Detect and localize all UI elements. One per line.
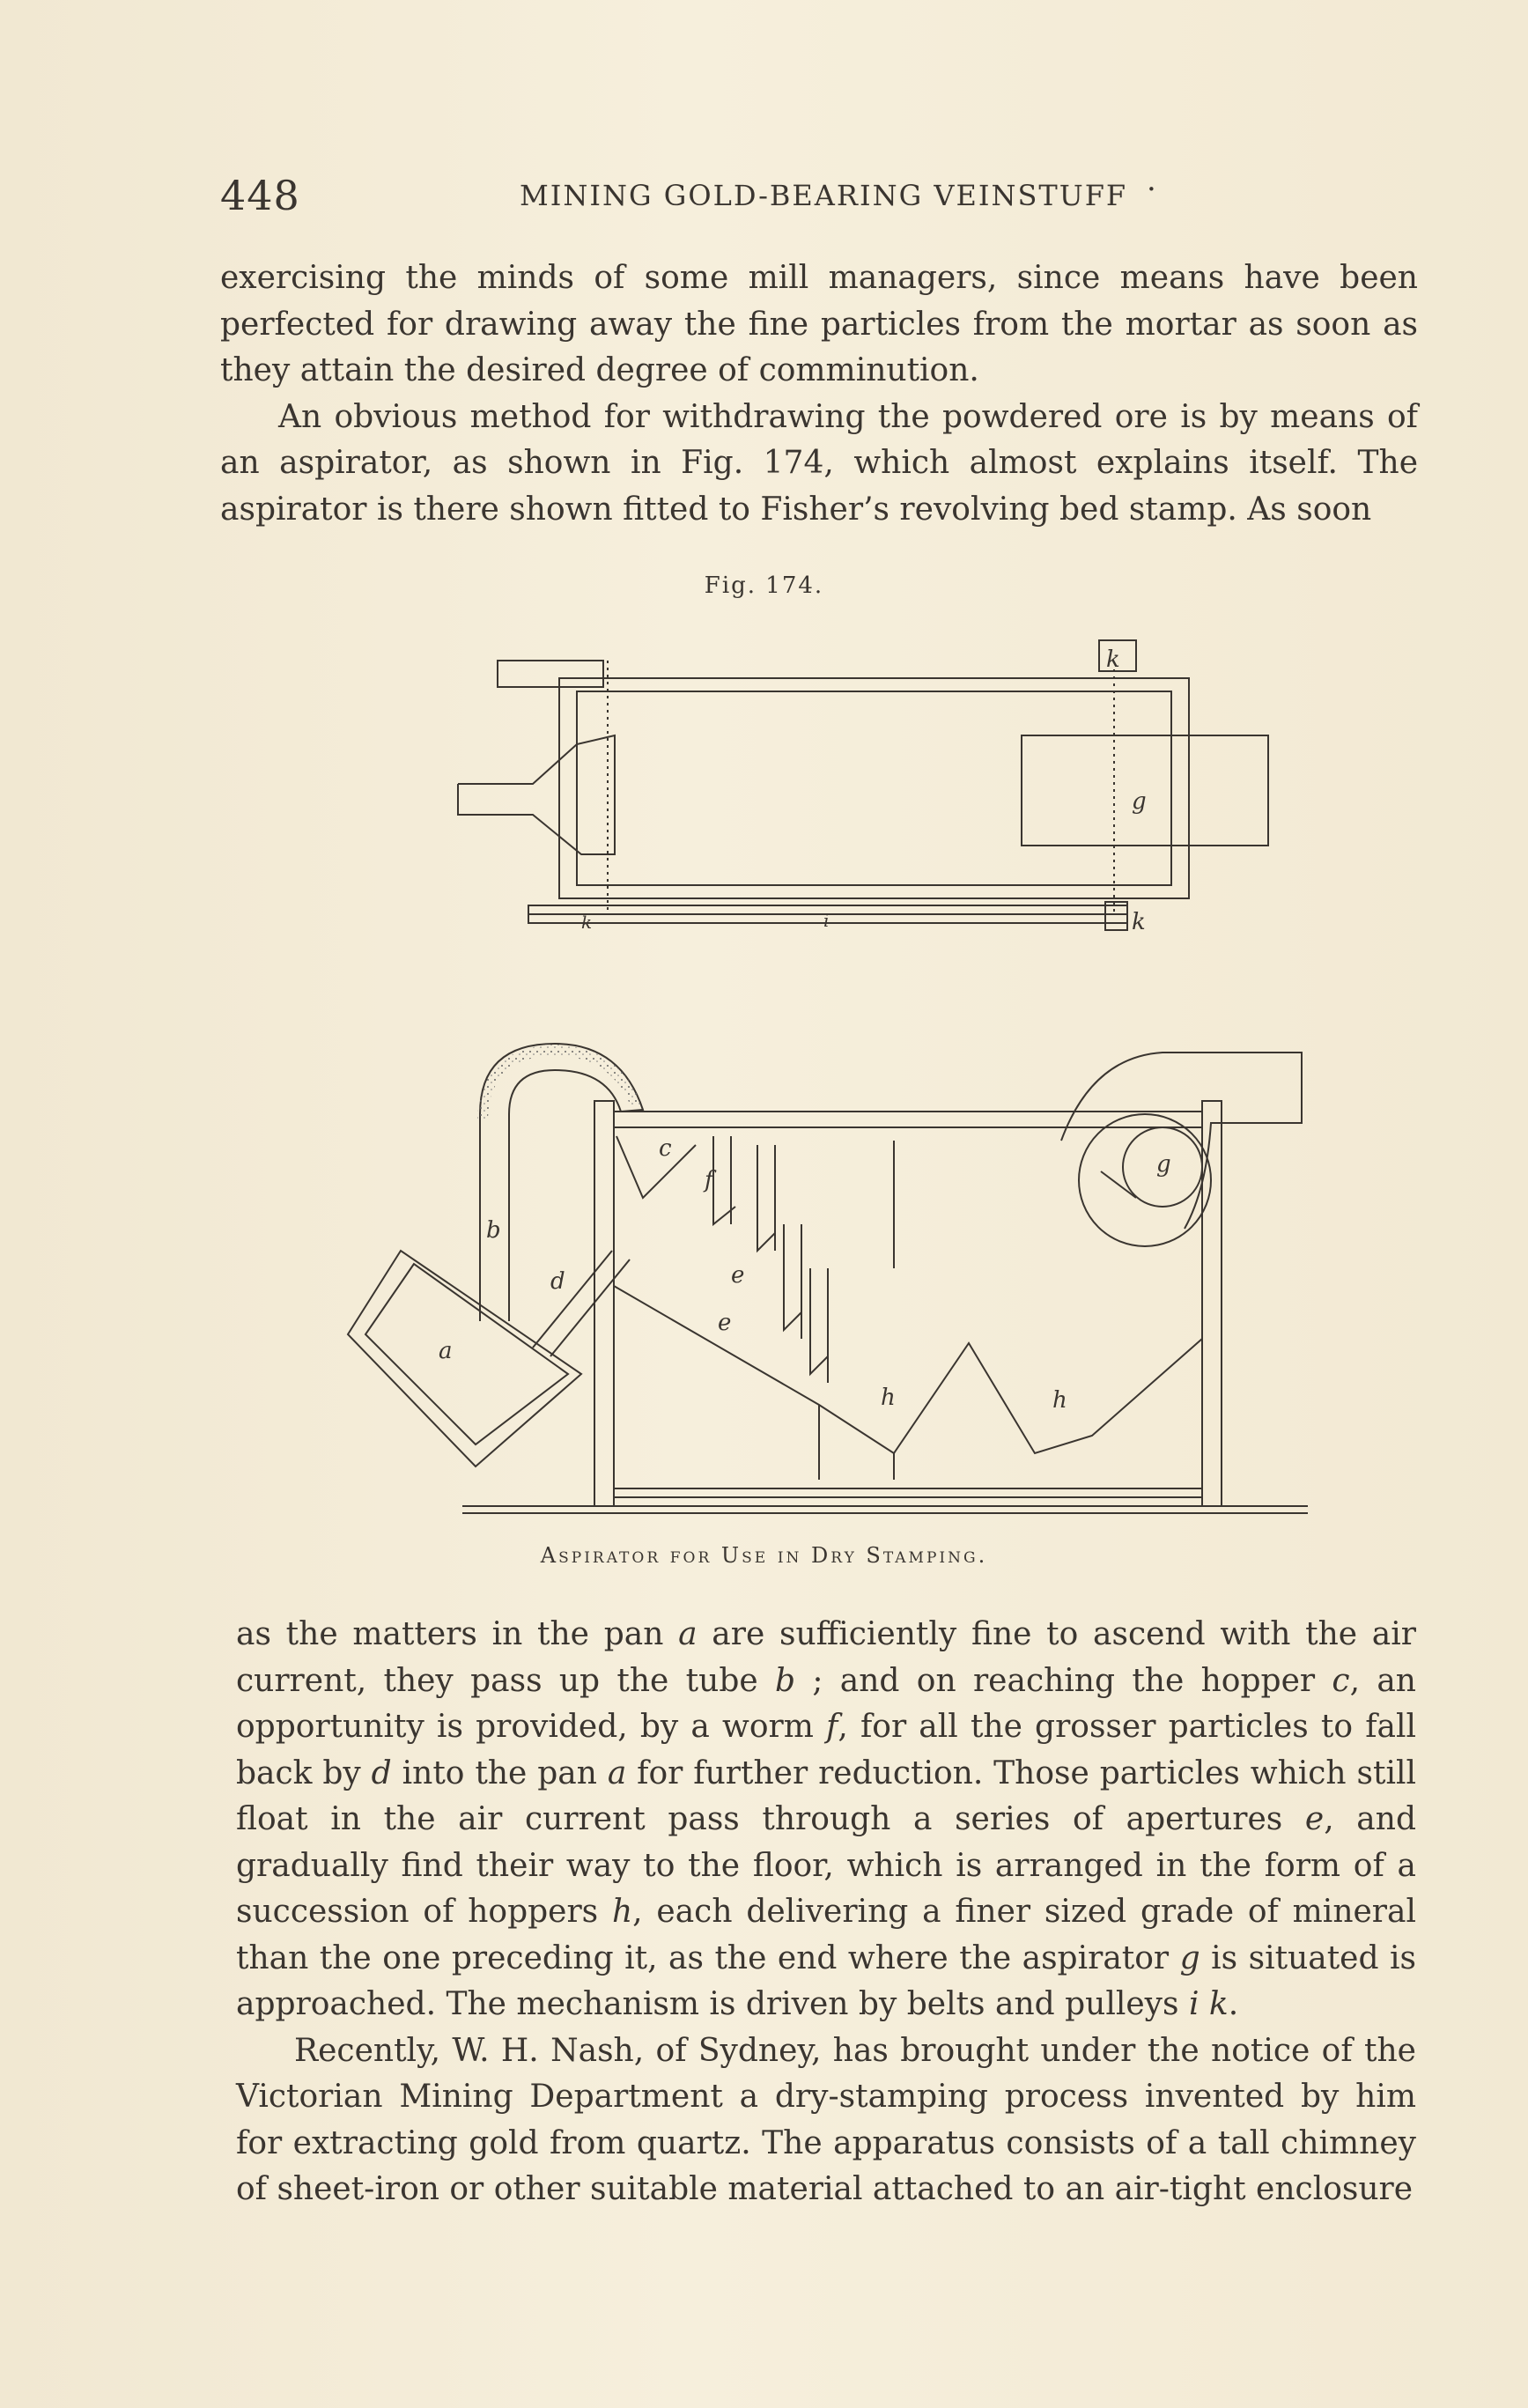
running-head-mark: ·	[1147, 172, 1156, 207]
letter-g-bottom: g	[1156, 1151, 1171, 1178]
return-tube-d	[533, 1251, 612, 1348]
plan-view	[458, 640, 1268, 930]
plan-body-inner	[577, 691, 1171, 885]
housing-right-post	[1202, 1101, 1222, 1506]
page-number: 448	[220, 172, 300, 219]
letter-f: f	[705, 1167, 713, 1193]
letter-h-1: h	[881, 1385, 896, 1411]
letter-d: d	[550, 1268, 565, 1295]
plan-letters	[581, 646, 1147, 935]
hopper-c	[616, 1136, 696, 1198]
figure-caption: Aspirator for Use in Dry Stamping.	[540, 1543, 988, 1568]
section-letters	[439, 1135, 1171, 1414]
letter-k-top: k	[1106, 646, 1120, 673]
fan-g	[1079, 1114, 1211, 1246]
paragraph: as the matters in the pan a are sufficiently fine to ascend with the air current, they pass up the tube b ; and on reaching the hopper c, an opportunity is provided, by a worm f, for all the grosser particles to fall back by d into the pan a for further reduction. Those particles which still float in the air current pass through a series of apertures e, and gradually find their way to the floor, which is arranged in the form of a succession of hoppers h, each delivering a finer sized grade of mineral than the one preceding it, as the end where the aspirator g is situated is approached. The mechanism is driven by belts and pulleys i k.	[236, 1616, 1417, 2022]
page-header	[220, 172, 1418, 225]
letter-e-2: e	[718, 1310, 732, 1336]
paragraph: Recently, W. H. Nash, of Sydney, has brought under the notice of the Victorian Mining Department a dry-stamping process invented by him for extracting gold from quartz. The apparatus consists of a tall chimney of sheet-iron or other suitable material attached to an air-tight enclosure	[236, 2032, 1416, 2207]
housing-left-post	[594, 1101, 614, 1506]
letter-h-2: h	[1052, 1387, 1067, 1414]
letter-g-top: g	[1132, 788, 1147, 815]
letter-k-bottom: k	[1132, 909, 1146, 935]
body-text-top	[220, 255, 1418, 533]
letter-a: a	[439, 1338, 453, 1364]
paragraph: An obvious method for withdrawing the powdered ore is by means of an aspirator, as shown in Fig. 174, which almost explains itself. The aspirator is there shown fitted to Fisher’s revolving bed stamp. As soon	[220, 398, 1418, 528]
hoppers-h	[614, 1286, 1202, 1453]
letter-b: b	[486, 1217, 501, 1244]
letter-c: c	[659, 1135, 672, 1162]
letter-i: i	[823, 910, 830, 931]
body-text-bottom	[236, 1612, 1416, 2213]
inlet-funnel	[458, 735, 615, 854]
figure-label: Fig. 174.	[704, 572, 824, 599]
letter-e-1: e	[731, 1262, 745, 1289]
letter-k-left: k	[581, 912, 593, 933]
shaft-stub	[498, 661, 603, 687]
baffles	[713, 1136, 894, 1383]
plan-body-outer	[559, 678, 1189, 898]
section-view	[348, 1044, 1308, 1513]
paragraph: exercising the minds of some mill managers, since means have been perfected for drawing away the fine particles from the mortar as soon as they attain the desired degree of comminution.	[220, 260, 1418, 388]
running-head: MINING GOLD-BEARING VEINSTUFF	[520, 179, 1128, 212]
